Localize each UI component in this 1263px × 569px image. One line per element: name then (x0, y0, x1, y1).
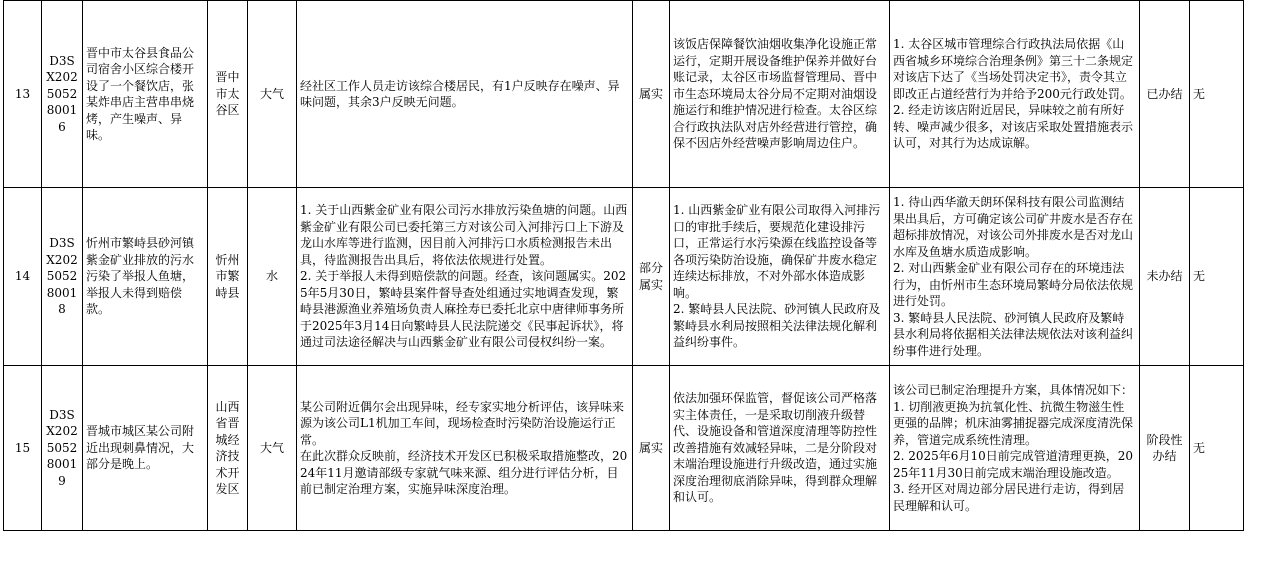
investigation-paragraph: 1. 关于山西紫金矿业有限公司污水排放污染鱼塘的问题。山西紫金矿业有限公司已委托第三方对该公司入河排污口上下游及龙山水库等进行监测，因目前入河排污口水质检测报告未出具，待监测报告出具后，将依法依规进行处置。 (300, 203, 628, 267)
result-paragraph: 1. 切削液更换为抗氧化性、抗微生物滋生性更强的品牌；机床油雾捕捉器完成深度清洗保养，管道完成系统性清理。 (893, 399, 1134, 447)
status-badge: 未办结 (1140, 188, 1190, 366)
investigation-findings (297, 366, 633, 531)
result-paragraph: 2. 对山西紫金矿业有限公司存在的环境违法行为，由忻州市生态环境局繁峙分局依法依规进行处罚。 (893, 261, 1134, 308)
investigation-paragraph: 在此次群众反映前，经济技术开发区已积极采取措施整改，2024年11月邀请部级专家就气味来源、组分进行评估分析，目前已制定治理方案，实施异味深度治理。 (300, 449, 628, 496)
row-index: 13 (4, 1, 42, 188)
accountability: 无 (1190, 1, 1244, 188)
investigation-findings (297, 1, 633, 188)
complaint-content: 忻州市繁峙县砂河镇紫金矿业排放的污水污染了举报人鱼塘，举报人未得到赔偿款。 (83, 188, 208, 366)
result-paragraph: 2. 2025年6月10日前完成管道清理更换，2025年11月30日前完成末端治理设施改造。 (893, 449, 1133, 480)
measures (670, 366, 890, 531)
table-row (4, 1, 1244, 188)
accountability: 无 (1190, 188, 1244, 366)
handling-result (890, 366, 1140, 531)
investigation-paragraph: 某公司附近偶尔会出现异味，经专家实地分析评估，该异味来源为该公司L1机加工车间，现场检查时污染防治设施运行正常。 (300, 399, 625, 447)
investigation-paragraph: 2. 关于举报人未得到赔偿款的问题。经查，该问题属实。2025年5月30日，繁峙县案件督导查处组通过实地调查发现，繁峙县港源渔业养殖场负责人麻拴寿已委托北京中唐律师事务所于2025年3月14日向繁峙县人民法院递交《民事起诉状》，将通过司法途径解决与山西紫金矿业有限公司侵权纠纷一案。 (300, 269, 627, 350)
complaint-table (3, 0, 1244, 531)
measures (670, 188, 890, 366)
administrative-area: 晋中市太谷区 (208, 1, 248, 188)
handling-result (890, 188, 1140, 366)
verdict: 属实 (633, 366, 670, 531)
pollution-type: 大气 (248, 1, 297, 188)
administrative-area: 山西省晋城经济技术开发区 (208, 366, 248, 531)
pollution-type: 大气 (248, 366, 297, 531)
case-code: D3SX202505280019 (42, 366, 83, 531)
result-paragraph: 1. 待山西华澈天朗环保科技有限公司监测结果出具后，方可确定该公司矿井废水是否存在超标排放情况，对该公司外排废水是否对龙山水库及鱼塘水质造成影响。 (893, 195, 1134, 259)
measures (670, 1, 890, 188)
investigation-paragraph: 经社区工作人员走访该综合楼居民，有1户反映存在噪声、异味问题，其余3户反映无问题。 (300, 78, 620, 109)
complaint-content: 晋城市城区某公司附近出现刺鼻情况，大部分是晚上。 (83, 366, 208, 531)
result-paragraph: 3. 繁峙县人民法院、砂河镇人民政府及繁峙县水利局将依据相关法律法规依法对该利益纠纷事件进行处理。 (893, 310, 1134, 358)
investigation-findings (297, 188, 633, 366)
administrative-area: 忻州市繁峙县 (208, 188, 248, 366)
status-badge: 阶段性办结 (1140, 366, 1190, 531)
case-code: D3SX202505280018 (42, 188, 83, 366)
accountability: 无 (1190, 366, 1244, 531)
row-index: 15 (4, 366, 42, 531)
result-paragraph: 3. 经开区对周边部分居民进行走访，得到居民理解和认可。 (893, 482, 1125, 513)
result-paragraph: 2. 经走访该店附近居民，异味较之前有所好转、噪声减少很多，对该店采取处置措施表示认可，对其行为达成谅解。 (893, 103, 1134, 151)
measures-paragraph: 2. 繁峙县人民法院、砂河镇人民政府及繁峙县水利局按照相关法律法规化解利益纠纷事件。 (673, 302, 881, 350)
result-paragraph: 该公司已制定治理提升方案，具体情况如下： (893, 383, 1134, 397)
measures-paragraph: 该饭店保障餐饮油烟收集净化设施正常运行，定期开展设备维护保养并做好台账记录，太谷区市场监督管理局、晋中市生态环境局太谷分局不定期对油烟设施运行和维护情况进行检查。太谷区综合行政执法队对店外经营进行管控，确保不因店外经营噪声影响周边住户。 (673, 37, 878, 151)
pollution-type: 水 (248, 188, 297, 366)
row-index: 14 (4, 188, 42, 366)
result-paragraph: 1. 太谷区城市管理综合行政执法局依据《山西省城乡环境综合治理条例》第三十二条规定对该店下达了《当场处罚决定书》，责令其立即改正占道经营行为并给予200元行政处罚。 (893, 37, 1134, 101)
complaint-content: 晋中市太谷县食品公司宿舍小区综合楼开设了一个餐饮店，张某炸串店主营串串烧烤，产生噪声、异味。 (83, 1, 208, 188)
status-badge: 已办结 (1140, 1, 1190, 188)
handling-result (890, 1, 1140, 188)
measures-paragraph: 依法加强环保监管，督促该公司严格落实主体责任，一是采取切削液升级替代、设施设备和管道深度清理等防控性改善措施有效减轻异味，二是分阶段对末端治理设施进行升级改造，通过实施深度治理彻底消除异味，得到群众理解和认可。 (673, 391, 878, 505)
verdict: 属实 (633, 1, 670, 188)
verdict: 部分属实 (633, 188, 670, 366)
measures-paragraph: 1. 山西紫金矿业有限公司取得入河排污口的审批手续后，要规范化建设排污口，正常运行水污染源在线监控设备等各项污染防治设施，确保矿井废水稳定连续达标排放，不对外部水体造成影响。 (673, 203, 881, 300)
case-code: D3SX202505280016 (42, 1, 83, 188)
table-row (4, 188, 1244, 366)
table-row (4, 366, 1244, 531)
